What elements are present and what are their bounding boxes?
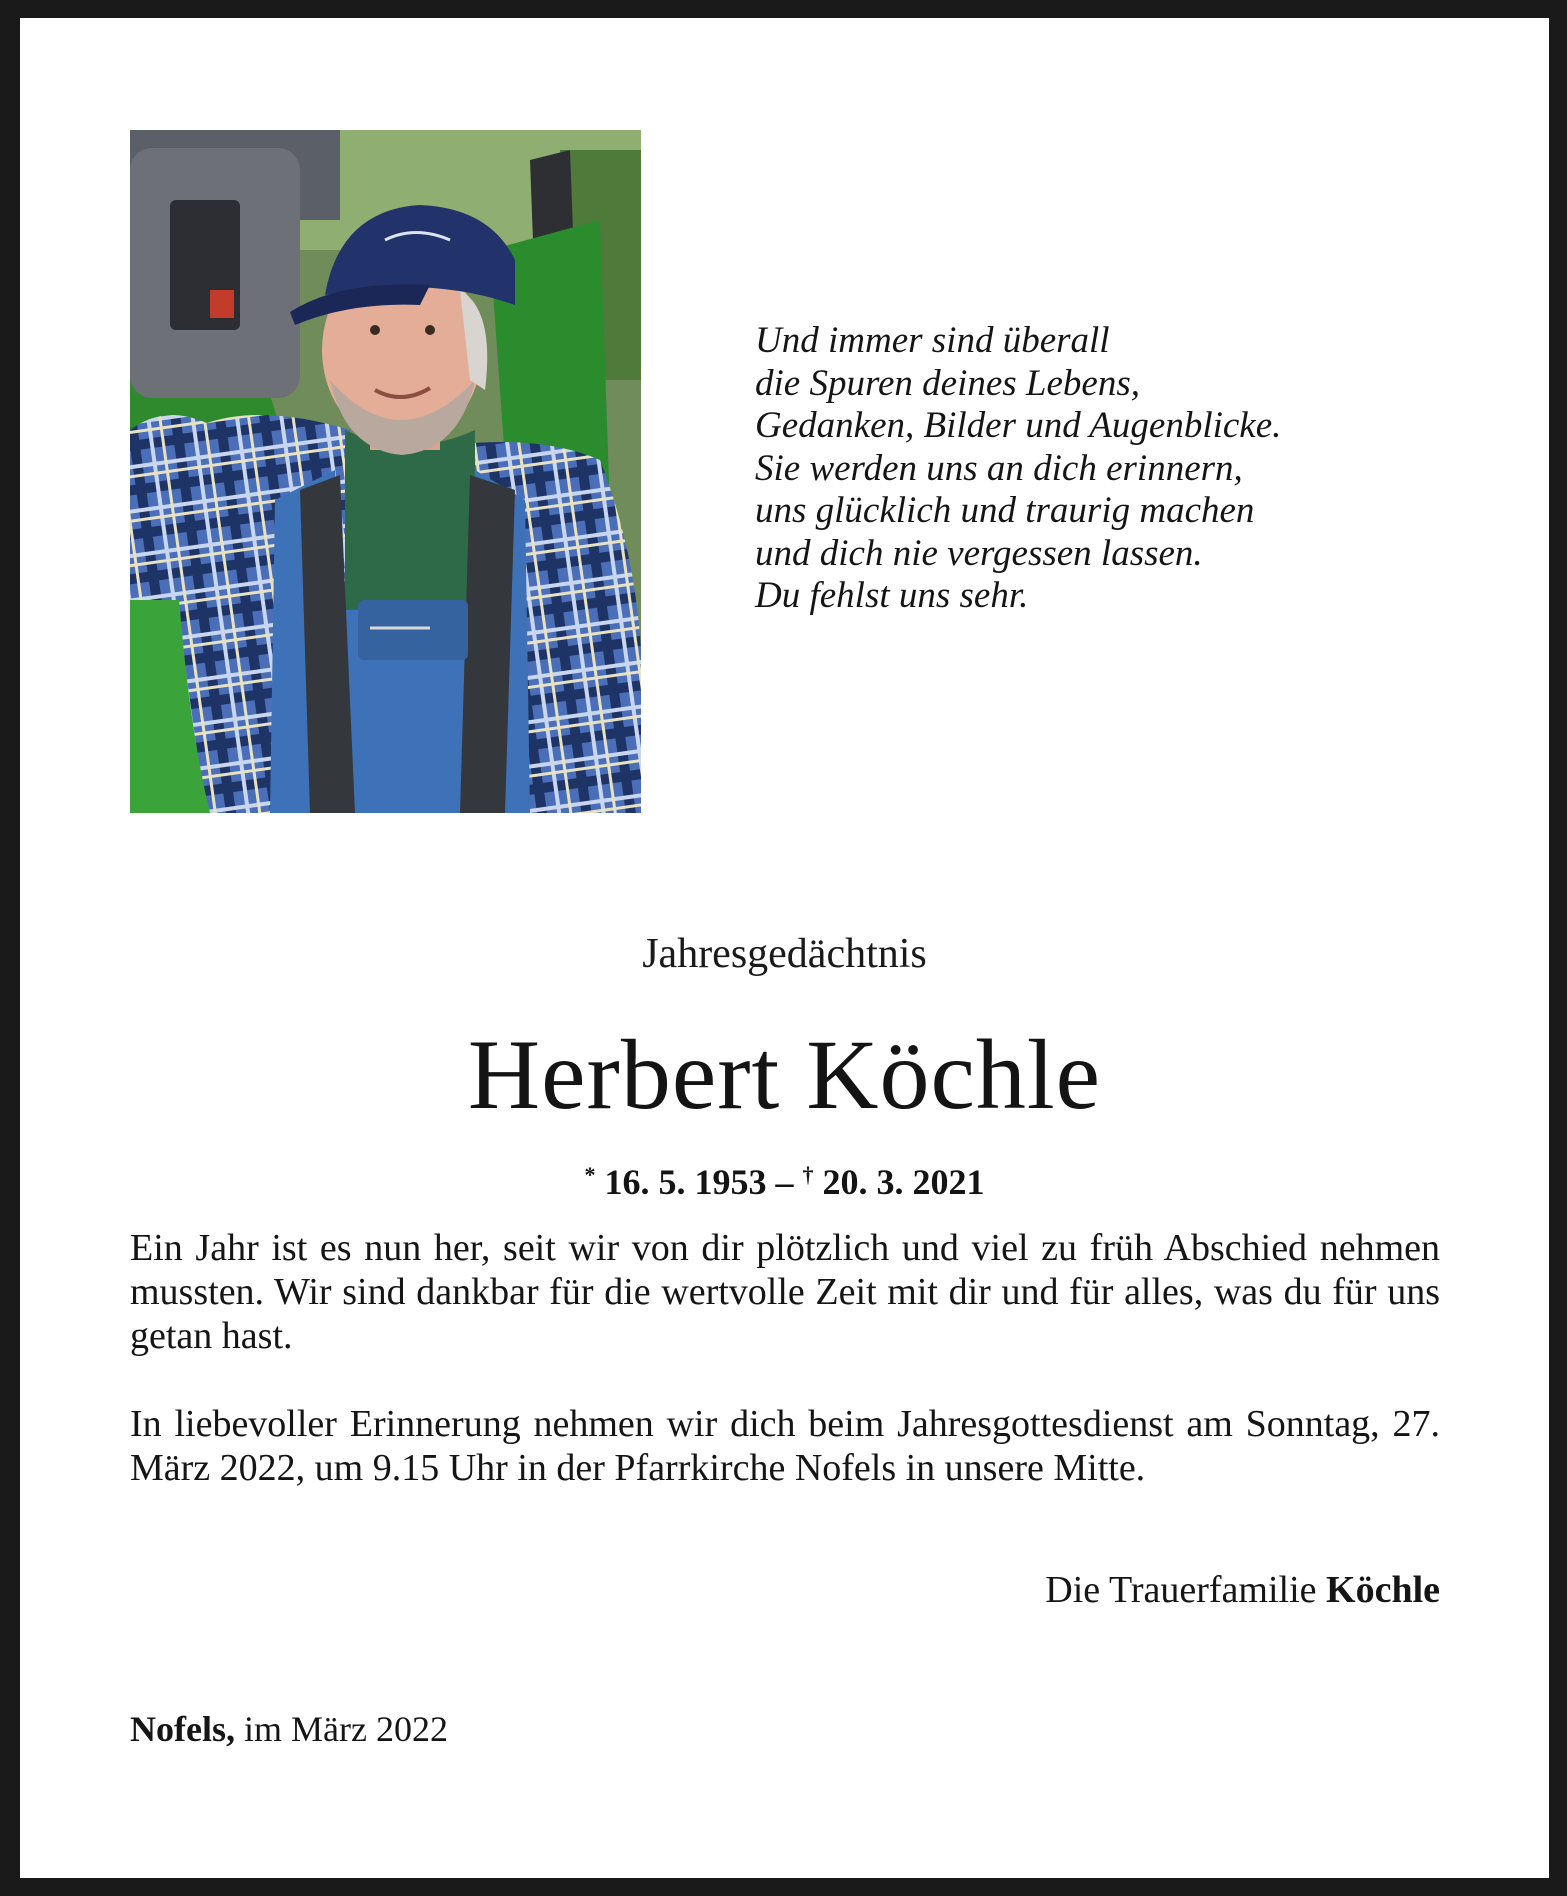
poem-line: Gedanken, Bilder und Augenblicke. (755, 405, 1282, 446)
notice-date: im März 2022 (243, 1709, 448, 1749)
signature-prefix: Die Trauerfamilie (1045, 1569, 1317, 1611)
birth-date: 16. 5. 1953 (604, 1162, 767, 1202)
life-dates (20, 1161, 1549, 1203)
place-date (130, 1708, 448, 1750)
notice-subtitle: Jahresgedächtnis (642, 931, 927, 977)
deceased-name: Herbert Köchle (467, 1019, 1102, 1130)
family-signature (1045, 1568, 1440, 1612)
poem-line: und dich nie vergessen lassen. (755, 532, 1203, 574)
death-date: 20. 3. 2021 (822, 1162, 985, 1202)
service-announcement: In liebevoller Erinnerung nehmen wir dich beim Jahresgottesdienst am Sonntag, 27. März 2022, um 9.15 Uhr in der Pfarrkirche Nofels in unsere Mitte. (130, 1403, 1440, 1489)
obituary-card (20, 18, 1549, 1878)
place-name: Nofels, (130, 1709, 235, 1749)
birth-symbol: * (584, 1162, 596, 1187)
poem-line: uns glücklich und traurig machen (755, 490, 1255, 531)
date-dash: – (775, 1162, 794, 1202)
poem-line: Du fehlst uns sehr. (755, 575, 1029, 616)
poem-line: die Spuren deines Lebens, (755, 362, 1140, 404)
poem-line: Sie werden uns an dich erinnern, (755, 447, 1243, 489)
poem-line: Und immer sind überall (755, 320, 1110, 361)
death-symbol: † (802, 1162, 814, 1187)
memorial-paragraph: Ein Jahr ist es nun her, seit wir von dir plötzlich und viel zu früh Abschied nehmen mussten. Wir sind dankbar für die wertvolle Zeit mit dir und für alles, was du für uns getan hast. (130, 1227, 1440, 1357)
portrait-illustration (130, 130, 641, 813)
signature-family-name: Köchle (1326, 1569, 1440, 1611)
portrait-photo (130, 130, 641, 813)
memorial-poem (755, 320, 1375, 618)
